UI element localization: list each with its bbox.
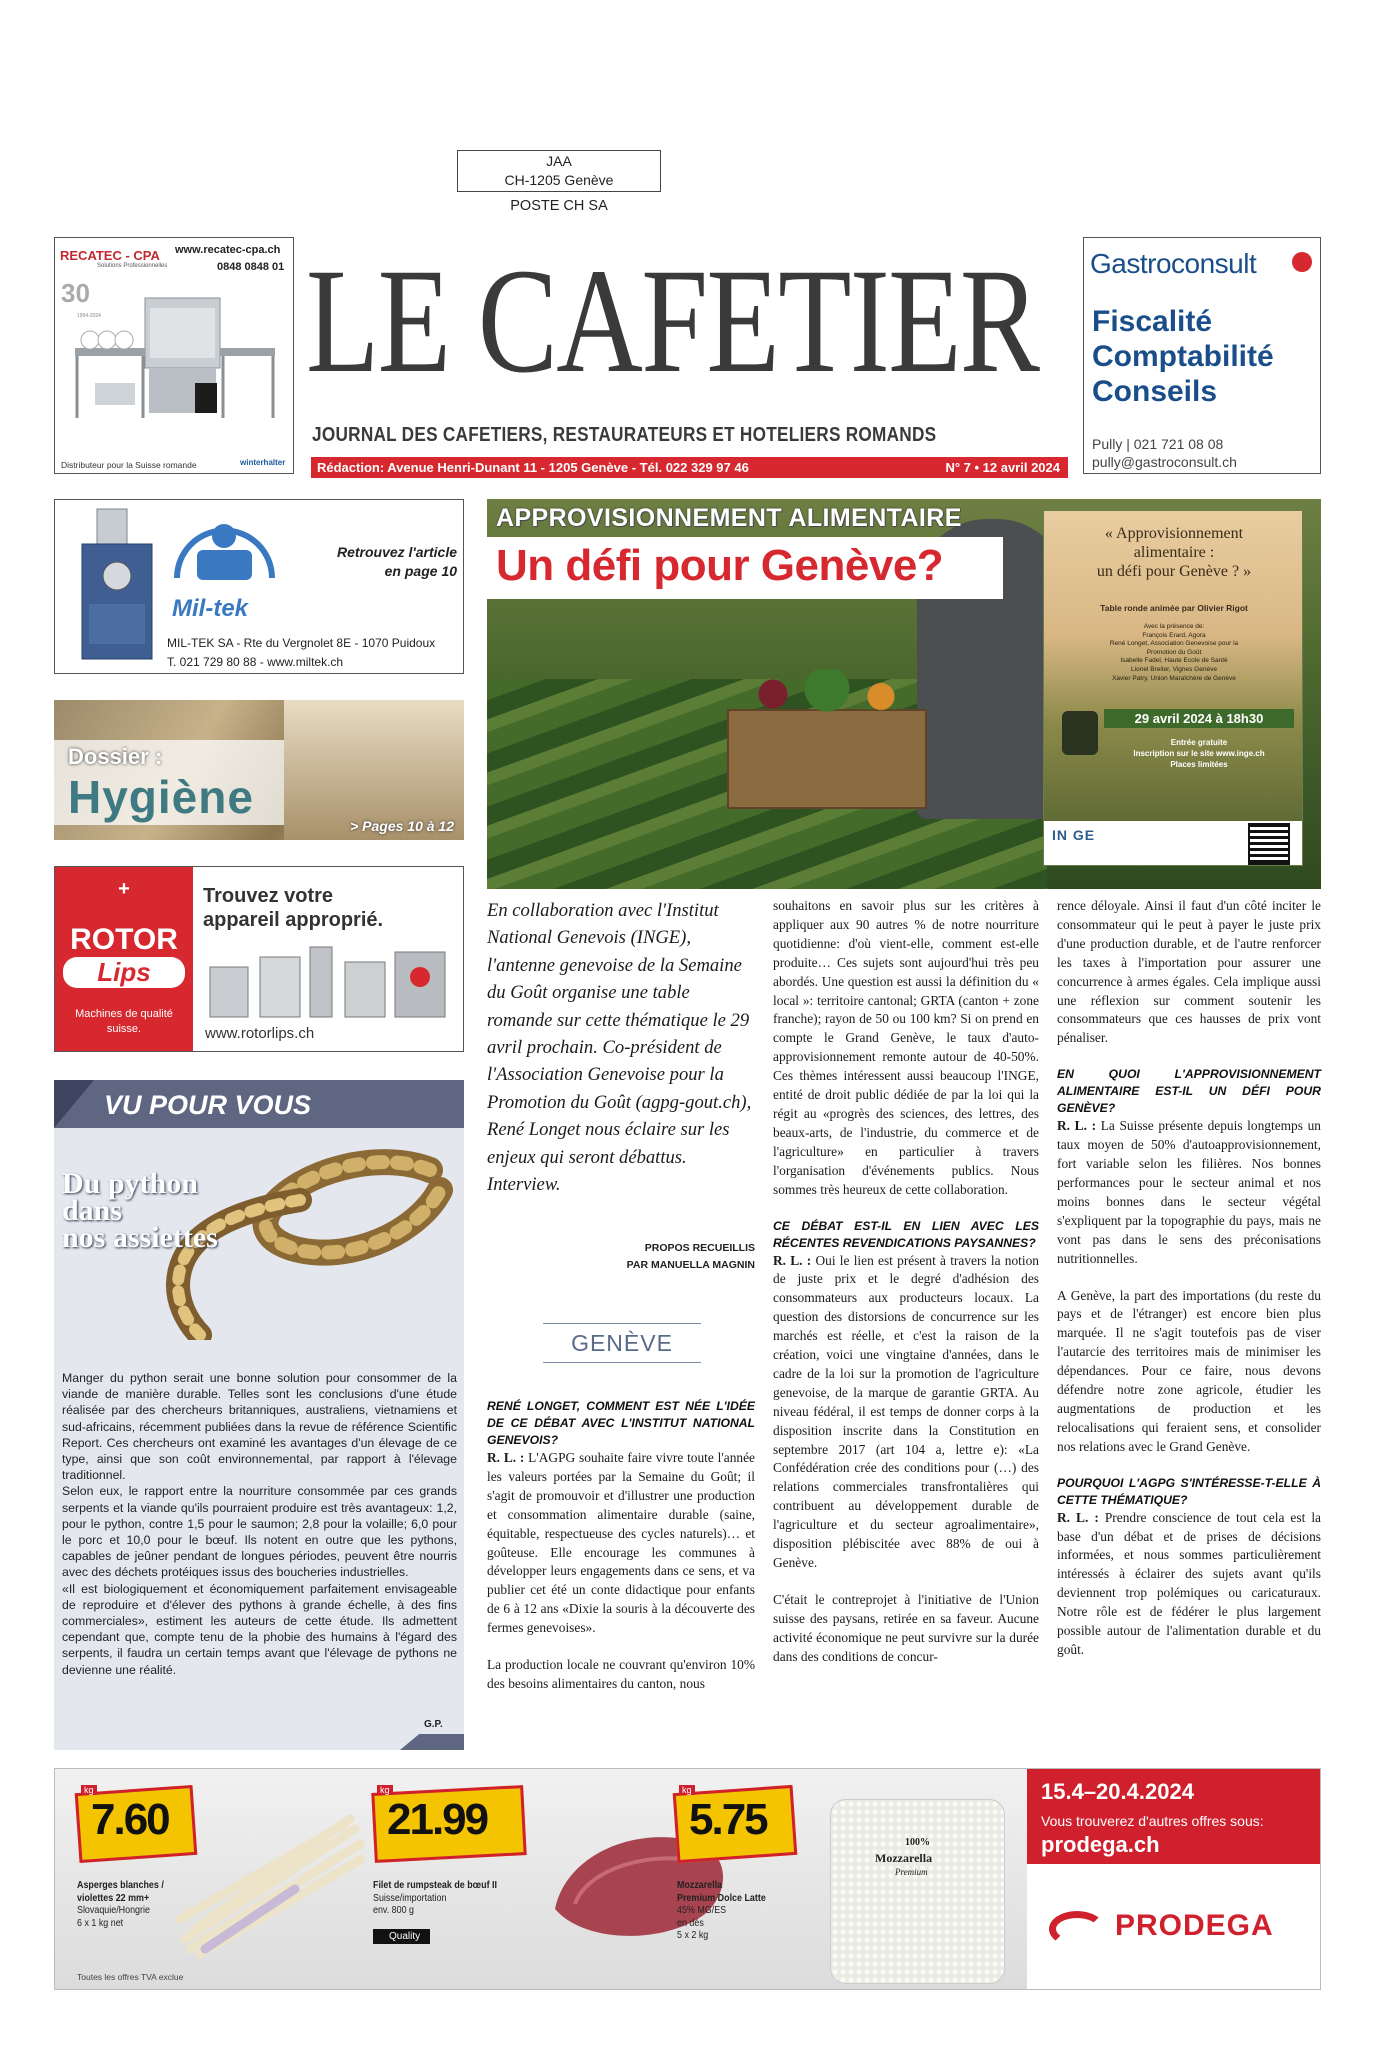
paragraph-2: La production locale ne couvrant qu'environ 10% des besoins alimentaires du canton, nous [487, 1657, 755, 1691]
answer-4-text: Prendre conscience de tout cela est la base d'un débat et de prises de décisions informées, et nous sommes particulièrement intéressés à éclairer des sujets avant qu'ils deviennent trop polémiques ou caricaturaux. Notre rôle est de fédérer le plus largement possible autour de l'alimentation durable et du goût. [1057, 1509, 1321, 1657]
answer-3-text: La Suisse présente depuis longtemps un taux moyen de 50% d'autoapprovisionnement, fort variable selon les filières. Nos bonnes performances pour le secteur animal et nos moins bonnes dans le secteur végétal s'expliquent par la topographie du pays, mais ne vont pas dans le sens des préconisations nutritionnelles. [1057, 1118, 1321, 1266]
vu-sign: G.P. [424, 1719, 443, 1730]
rubric-label: GENÈVE [571, 1330, 673, 1356]
rotor-brand: ROTOR [70, 923, 178, 956]
gastro-service-3: Conseils [1092, 375, 1218, 408]
gastro-contact-phone: Pully | 021 721 08 08 [1092, 436, 1224, 452]
miltek-contact: T. 021 729 80 88 - www.miltek.ch [167, 655, 344, 669]
ad-gastroconsult[interactable] [1083, 237, 1321, 474]
miltek-brand: Mil-tek [172, 595, 249, 622]
gastro-logo-icon [1292, 252, 1312, 272]
mozzarella-pack-3: Premium [895, 1867, 928, 1877]
prodega-more: Vous trouverez d'autres offres sous: [1041, 1813, 1264, 1829]
ad-rotorlips[interactable] [54, 866, 464, 1052]
price-unit-3: kg [679, 1785, 695, 1795]
recatec-partner: winterhalter [240, 458, 286, 467]
vegetable-crate [727, 709, 927, 809]
gastro-brand: Gastroconsult [1090, 248, 1257, 279]
answer-2 [773, 1252, 1039, 1573]
poster-title-2: alimentaire : [1133, 544, 1215, 561]
poster-guest: Avec la présence de: [1143, 623, 1205, 630]
prodega-site[interactable]: prodega.ch [1041, 1832, 1160, 1857]
answer-1 [487, 1449, 755, 1638]
masthead-title: LE CAFETIER [306, 238, 1039, 404]
miltek-machine-illustration [67, 504, 167, 669]
crate-vegetables [737, 669, 917, 719]
price-unit-1: kg [81, 1785, 97, 1795]
mozzarella-pack-2: Mozzarella [875, 1851, 933, 1865]
asparagus-illustration [175, 1809, 365, 1959]
miltek-address: MIL-TEK SA - Rte du Vergnolet 8E - 1070 Puidoux [167, 636, 436, 650]
product-3-info [677, 1879, 766, 1942]
question-3: EN QUOI L'APPROVISIONNEMENT ALIMENTAIRE EST-IL UN DÉFI POUR GENÈVE? [1057, 1067, 1321, 1116]
vu-paragraph: Manger du python serait une bonne solution pour consommer de la viande de manière durable. Telles sont les conclusions d'une étude réalisée par des chercheurs britanniques, australiens, vietnamiens et sud-africains, récemment publiées dans la revue de référence Scientific Report. Ces chercheurs ont examiné les avantages d'un élevage de ce type, ainsi que son coût environnemental, par rapport à l'élevage traditionnel. [62, 1371, 457, 1483]
rotor-url: www.rotorlips.ch [205, 1025, 315, 1042]
miltek-note-1: Retrouvez l'article [336, 544, 457, 560]
poster-guest: Xavier Patry, Union Maraîchère de Genève [1112, 674, 1236, 682]
question-4: POURQUOI L'AGPG S'INTÉRESSE-T-ELLE À CETTE THÉMATIQUE? [1057, 1475, 1321, 1507]
price-unit-2: kg [377, 1785, 393, 1795]
ad-miltek[interactable] [54, 499, 464, 674]
byline-1: PROPOS RECUEILLIS [644, 1242, 755, 1254]
product-3-variant: Premium Dolce Latte [677, 1891, 766, 1904]
poster-guest: Lionel Breiter, Vignes Genève [1131, 665, 1217, 673]
product-3-name: Mozzarella [677, 1879, 723, 1891]
gastro-services [1092, 304, 1274, 409]
answer-2-text: Oui le lien est présent à travers la notion de juste prix et le degré d'adhésion des consommateurs aux producteurs locaux. La question des distorsions de concurrence sur les marchés est réelle, et c'est la raison de la création, voici une vingtaine d'années, dans le cadre de la loi sur la promotion de l'agriculture genevoise, de la marque de garantie GRTA. Au niveau fédéral, il est temps de donner corps à la disposition inscrite dans la Constitution en septembre 2017 (art 104 a, lettre e): «La Confédération crée des conditions pour (…) des relations commerciales transfrontalières qui contribuent au développement durable de l'agriculture et du secteur agroalimentaire», disposition plébiscitée avec 88% de oui à Genève. [773, 1252, 1039, 1570]
price-2: 21.99 [387, 1795, 488, 1844]
poster-info-3: Places limitées [1170, 760, 1228, 769]
col3-paragraph-1: rence déloyale. Ainsi il faut d'un côté inciter le consommateur qui le peut à payer le juste prix d'une production durable, et de l'autre renforcer les taxes à l'importation pour assurer une concurrence à armes égales. Cela implique aussi une réflexion sur comment soutenir les consommateurs que ces hausses de prix vont pénaliser. [1057, 898, 1321, 1046]
dossier-label: Dossier : [68, 744, 163, 769]
prodega-dates: 15.4–20.4.2024 [1041, 1779, 1194, 1804]
masthead-address: Rédaction: Avenue Henri-Dunant 11 - 1205 Genève - Tél. 022 329 97 46 [317, 460, 749, 475]
gastro-contact-email: pully@gastroconsult.ch [1092, 454, 1237, 470]
answer-3 [1057, 1117, 1321, 1268]
rotor-tagline: Machines de qualité suisse. [75, 1008, 173, 1035]
masthead-subtitle: JOURNAL DES CAFETIERS, RESTAURATEURS ET HOTELIERS ROMANDS [312, 424, 937, 446]
vu-body [62, 1370, 457, 1678]
rubric-rule-bottom [543, 1362, 701, 1363]
vu-title-line-3: nos assiettes [62, 1221, 218, 1254]
article-col-1 [487, 1398, 755, 1694]
ad-prodega[interactable] [54, 1768, 1321, 1990]
article-col-2 [773, 897, 1039, 1667]
price-1: 7.60 [91, 1795, 169, 1844]
event-poster[interactable] [1043, 510, 1303, 866]
poster-guests [1064, 623, 1284, 683]
recatec-years-sub: 1994-2024 [77, 313, 101, 319]
product-2-weight: env. 800 g [373, 1904, 415, 1916]
product-2-origin: Suisse/importation [373, 1891, 447, 1904]
product-2-name: Filet de rumpsteak de bœuf II [373, 1879, 497, 1891]
chapo: En collaboration avec l'Institut National Genevois (INGE), l'antenne genevoise de la Semaine du Goût organise une table romande sur cette thématique le 29 avril prochain. Co-président de l'Association Genevoise pour la Promotion du Goût (agpg-gout.ch), René Longet nous éclaire sur les enjeux qui seront débattus. Interview. [487, 900, 752, 1196]
recatec-brand: RECATEC - CPA [60, 248, 160, 263]
answer-1-lead: R. L. : [487, 1450, 525, 1465]
recatec-phone: 0848 0848 01 [217, 261, 285, 273]
answer-2-lead: R. L. : [773, 1252, 812, 1268]
postage-poste: POSTE CH SA [510, 198, 608, 214]
vu-header-label: VU POUR VOUS [104, 1090, 312, 1120]
recatec-years: 30 [61, 278, 90, 308]
postage-box [457, 150, 661, 192]
postage-city: CH-1205 Genève [504, 172, 614, 188]
gastro-service-1: Fiscalité [1092, 305, 1213, 338]
recatec-url: www.recatec-cpa.ch [175, 244, 281, 256]
byline-2: PAR MANUELLA MAGNIN [626, 1259, 755, 1271]
product-3-cut: en dés [677, 1916, 704, 1929]
prodega-footnote: Toutes les offres TVA exclue [77, 1972, 184, 1982]
poster-tractor-icon [1062, 711, 1098, 755]
quality-badge: Quality [373, 1929, 430, 1944]
miltek-note-2: en page 10 [384, 563, 457, 579]
postage-jaa: JAA [546, 153, 572, 169]
headline-kicker: APPROVISIONNEMENT ALIMENTAIRE [496, 504, 962, 532]
product-1-info [77, 1879, 164, 1929]
product-1-origin: Slovaquie/Hongrie [77, 1904, 150, 1916]
ad-recatec[interactable] [54, 237, 294, 474]
swiss-cross-icon: + [118, 878, 130, 900]
mozzarella-pack-1: 100% [905, 1837, 930, 1848]
masthead-bar [311, 457, 1068, 478]
poster-date: 29 avril 2024 à 18h30 [1104, 709, 1294, 728]
poster-info [1104, 737, 1294, 770]
rotor-brand-2: Lips [63, 957, 185, 988]
product-3-pack: 5 x 2 kg [677, 1929, 709, 1941]
poster-qr-icon [1250, 825, 1288, 863]
rotor-headline-2: appareil approprié. [203, 909, 384, 931]
headline-title: Un défi pour Genève? [496, 541, 944, 590]
poster-sub: Table ronde animée par Olivier Rigot [1100, 603, 1248, 613]
vu-paragraph: «Il est biologiquement et économiquement parfaitement envisageable de reproduire et d'élever des pythons à grande échelle, à des fins commerciales», estiment les auteurs de cette étude. Ils admettent cependant que, compte tenu de la phobie des humains à l'égard des serpents, il faudra un certain temps avant que l'élevage de pythons ne devienne une réalité. [62, 1581, 457, 1677]
question-1: RENÉ LONGET, COMMENT EST NÉE L'IDÉE DE CE DÉBAT AVEC L'INSTITUT NATIONAL GENEVOIS? [487, 1399, 755, 1447]
recatec-sub: Solutions Professionnelles [97, 263, 168, 269]
vu-title-line-2: dans [62, 1194, 123, 1227]
poster-title-3: un défi pour Genève ? » [1096, 563, 1252, 580]
answer-1-text: L'AGPG souhaite faire vivre toute l'année les valeurs portées par la Semaine du Goût; il s'agit de promouvoir et d'illustrer une production et consommation alimentaire durable (saine, équitable, respectueuse des cycles naturels)… et goûteuse. Elle encourage les communes à développer leurs engagements dans ce sens, et va publier cet été un conte didactique pour enfants de 6 à 12 ans «Dixie la souris à la découverte des fermes genevoises». [487, 1450, 755, 1636]
prodega-brand: PRODEGA [1115, 1909, 1274, 1942]
poster-title-1: « Approvisionnement [1104, 525, 1244, 542]
dossier-title: Hygiène [68, 771, 254, 823]
product-3-fat: 45% MG/ES [677, 1904, 727, 1916]
dossier-hygiene[interactable] [54, 700, 464, 840]
miltek-logo-icon [167, 508, 282, 603]
product-2-info [373, 1879, 497, 1917]
vu-title [62, 1167, 218, 1254]
vu-paragraph: Selon eux, le rapport entre la nourriture consommée par ces grands serpents et la viande qu'ils pourraient produire est très avantageux: 1,2, pour le python, contre 1,5 pour le saumon; 2,8 pour la volaille; 6,0 pour le porc et 10,0 pour le bœuf. Ils notent en outre que les pythons, capables de jeûner pendant de longues périodes, peuvent être nourris avec des déchets protéiques issus des boucheries industrielles. [62, 1484, 457, 1580]
poster-info-2: Inscription sur le site www.inge.ch [1133, 749, 1265, 758]
product-1-pack: 6 x 1 kg net [77, 1916, 124, 1929]
rubric-rule [543, 1323, 701, 1324]
prodega-wave-icon [1049, 1911, 1105, 1947]
poster-guest: François Erard, Agora [1142, 631, 1206, 639]
gastro-service-2: Comptabilité [1092, 340, 1274, 373]
vu-title-line-1: Du python [62, 1167, 198, 1200]
poster-inge-logo: IN GE [1052, 827, 1096, 843]
recatec-footer: Distributeur pour la Suisse romande [61, 460, 197, 470]
dossier-pages: > Pages 10 à 12 [350, 818, 454, 834]
rotor-machines-illustration [205, 937, 457, 1022]
col2-paragraph-1: souhaitons en savoir plus sur les critères à appliquer aux 90 autres % de notre nourriture quotidienne: d'où vient-elle, comment est-elle produite… Ces sujets sont aujourd'hui très peu abordés. Une question est aussi la définition du « local »: territoire cantonal; GRTA (canton + zone franche); rayon de 50 ou 100 km? Si on prend en compte le Grand Genève, le taux d'auto-approvisionnement remonte autour de 40-50%. Ces thèmes intéressent aussi beaucoup l'INGE, entité de droit public dédiée de par la loi qui la régit au «progrès des sciences, des lettres, des beaux-arts, de l'industrie, du commerce et de l'agriculture» en particulier à travers l'organisation d'événements publics. Nous sommes très heureux de cette collaboration. [773, 898, 1039, 1197]
masthead-issue: N° 7 • 12 avril 2024 [945, 460, 1060, 475]
col2-paragraph-3: C'était le contreprojet à l'initiative de l'Union suisse des paysans, retirée en sa faveur. Aucune activité économique ne peut survivre sur la durée dans des conditions de concur- [773, 1591, 1039, 1664]
poster-info-1: Entrée gratuite [1170, 738, 1228, 747]
mozzarella-bag [830, 1799, 1005, 1984]
col3-paragraph-3: A Genève, la part des importations (du reste du pays et de l'étranger) est encore bien plus marquée. Il ne s'agit toutefois pas de viser l'autarcie des territoires mais de minimiser les dépendances. Pour ce faire, nous devons défendre notre zone agricole, étudier les augmentations de production et les relocalisations qui feraient sens, et consolider nos relations avec le Grand Genève. [1057, 1287, 1321, 1454]
poster-guest: Isabelle Fadel, Haute Ecole de Santé [1120, 657, 1228, 665]
rotor-headline-1: Trouvez votre [203, 885, 334, 907]
poster-guest: Promotion du Goût [1146, 648, 1202, 656]
question-2: CE DÉBAT EST-IL EN LIEN AVEC LES RÉCENTES REVENDICATIONS PAYSANNES? [773, 1218, 1039, 1250]
answer-4 [1057, 1509, 1321, 1660]
poster-guest: René Longet, Association Genevoise pour la [1109, 640, 1239, 648]
dishwasher-illustration [65, 288, 285, 453]
answer-4-lead: R. L. : [1057, 1509, 1099, 1525]
article-col-3 [1057, 897, 1321, 1660]
product-1-name: Asperges blanches / [77, 1879, 164, 1891]
answer-3-lead: R. L. : [1057, 1118, 1097, 1134]
product-1-variant: violettes 22 mm+ [77, 1891, 150, 1904]
price-3: 5.75 [689, 1795, 767, 1844]
